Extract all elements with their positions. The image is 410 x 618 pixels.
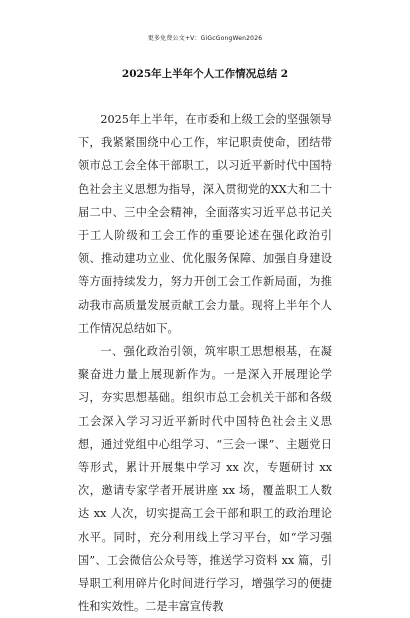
document-body — [78, 108, 332, 618]
paragraph-section-one: 一、强化政治引领，筑牢职工思想根基，在凝聚奋进力量上展现新作为。一是深入开展理论学习，夯实思想基础。组织市总工会机关干部和各级工会深入学习习近平新时代中国特色社会主义思想，通过党组中心组学习、“三会一课”、主题党日等形式，累计开展集中学习 xx 次，专题研讨 xx 次，邀请专家学者开展讲座 xx 场，覆盖职工人数达 xx 人次，切实提高工会干部和职工的政治理论水平。同时，充分利用线上学习平台，如“学习强国”、工会微信公众号等，推送学习资料 xx 篇，引导职工利用碎片化时间进行学习，增强学习的便捷性和实效性。二是丰富宣传教 — [78, 345, 332, 614]
header-note: 更多免费公文+V：GiGcGongWen2026 — [147, 35, 263, 42]
document-title: 2025年上半年个人工作情况总结 2 — [121, 68, 289, 80]
paragraph-intro: 2025年上半年，在市委和上级工会的坚强领导下，我紧紧围绕中心工作，牢记职责使命，团结带领市总工会全体干部职工，以习近平新时代中国特色社会主义思想为指导，深入贯彻党的XX大和二十届二中、三中全会精神，全面落实习近平总书记关于工人阶级和工会工作的重要论述在强化政治引领、推动建功立业、优化服务保障、加强自身建设等方面持续发力，努力开创工会工作新局面，为推动我市高质量发展贡献工会力量。现将上半年个人工作情况总结如下。 — [78, 113, 332, 335]
